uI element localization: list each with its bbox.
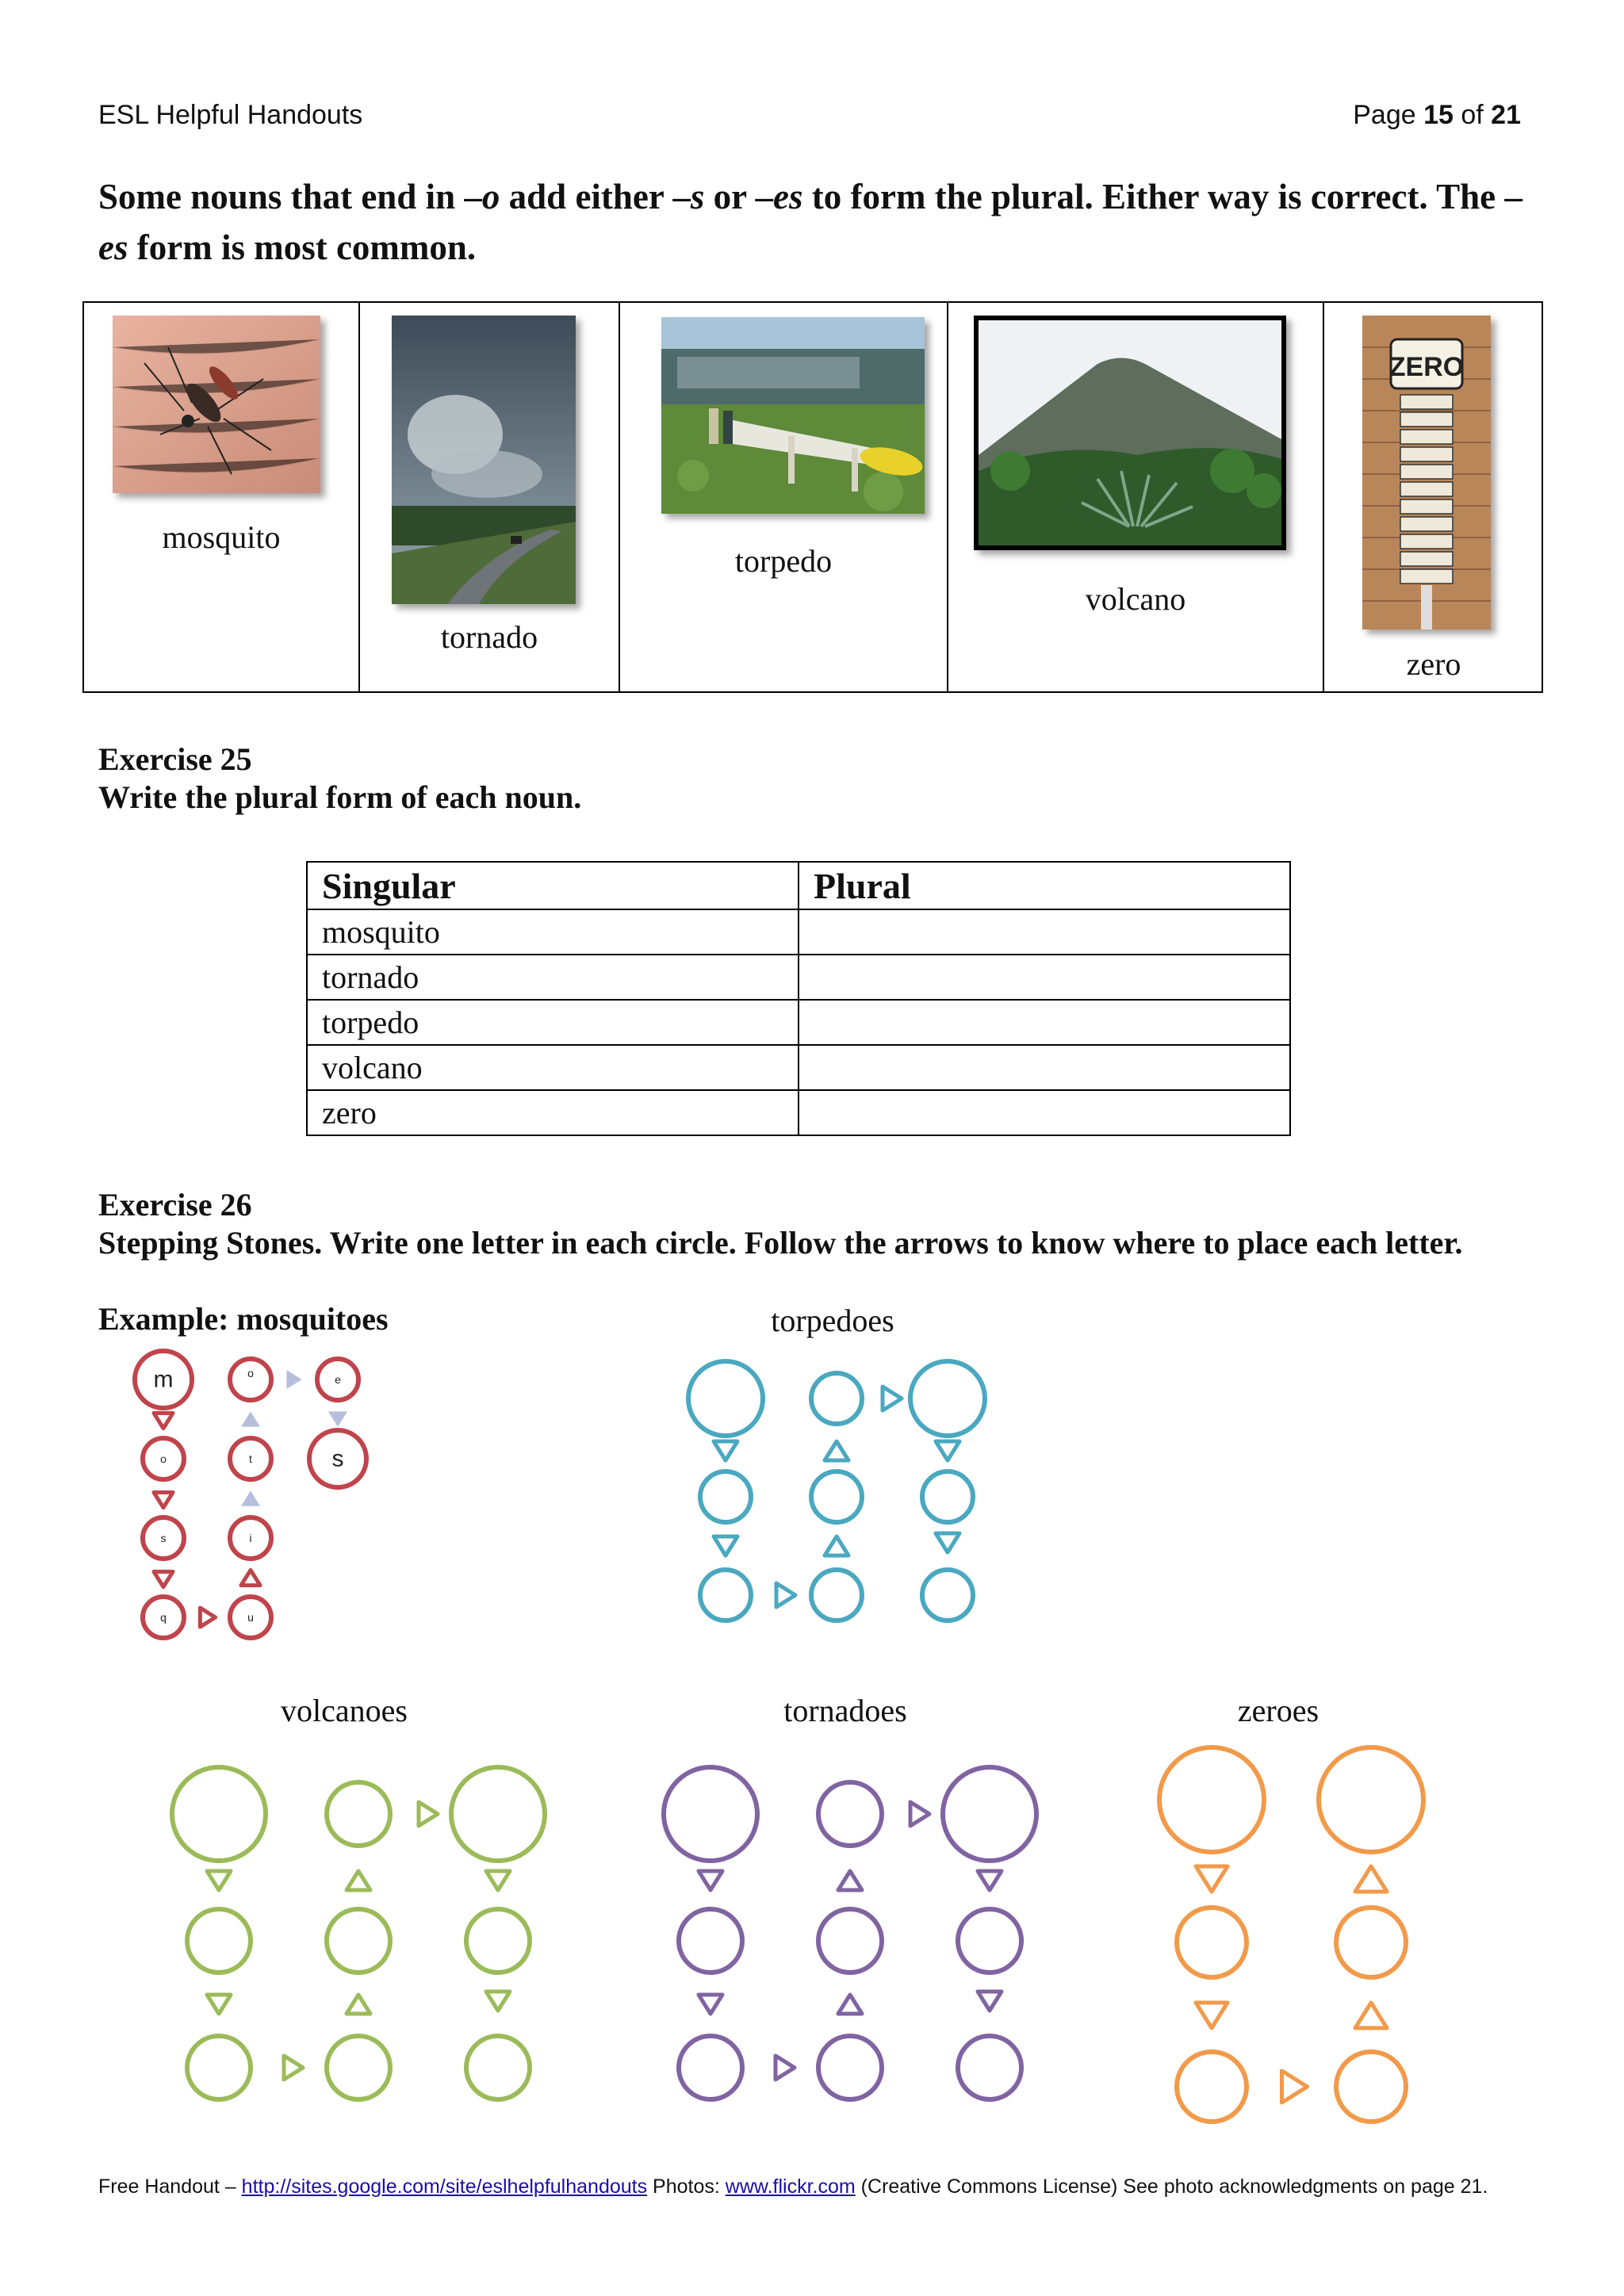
arrow-up-icon xyxy=(347,1995,370,2014)
arrow-down-icon xyxy=(978,1992,1002,2011)
page-of: of xyxy=(1453,100,1492,130)
arrow-right-icon xyxy=(419,1802,438,1826)
rule-part: or – xyxy=(704,177,774,216)
stepping-stone-circle[interactable] xyxy=(187,2036,251,2099)
arrow-down-icon xyxy=(207,1995,231,2014)
arrow-down-icon xyxy=(154,1492,173,1507)
arrow-right-icon xyxy=(1282,2071,1308,2103)
arrow-right-icon xyxy=(284,2056,303,2080)
singular-cell: zero xyxy=(307,1090,799,1135)
picture-label: mosquito xyxy=(162,519,281,555)
rule-part: Some nouns that end in – xyxy=(98,177,482,216)
exercise-25-title: Exercise 25 xyxy=(98,741,252,777)
stepping-stone-circle[interactable] xyxy=(958,1909,1021,1973)
arrow-up-icon xyxy=(1355,2003,1387,2028)
arrow-up-icon xyxy=(347,1871,370,1890)
stone-letter: m xyxy=(153,1366,174,1393)
stepping-stone-circle[interactable] xyxy=(910,1361,985,1436)
footer-suffix: (Creative Commons License) See photo acknowledgments on page 21. xyxy=(855,2175,1488,2198)
stepping-stone-circle[interactable] xyxy=(327,2036,390,2099)
stepping-stone-circle[interactable] xyxy=(818,1782,882,1846)
stone-letter: o xyxy=(247,1367,254,1380)
singular-cell: volcano xyxy=(307,1045,799,1090)
stepping-stone-circle[interactable] xyxy=(172,1767,266,1861)
stepping-stone-circle[interactable] xyxy=(679,2036,742,2099)
header-title: ESL Helpful Handouts xyxy=(98,100,363,130)
stepping-stone-circle[interactable] xyxy=(679,1909,742,1973)
arrow-down-icon xyxy=(1196,2003,1228,2028)
stone-letter: t xyxy=(249,1452,252,1465)
arrow-down-icon xyxy=(1196,1866,1228,1892)
stepping-stone-circle[interactable] xyxy=(1336,1908,1406,1977)
stone-letter: q xyxy=(160,1611,167,1624)
rule-suffix: es xyxy=(98,228,128,267)
stepping-stone-circle[interactable] xyxy=(451,1767,545,1861)
zero-sign-text: ZERO xyxy=(1388,352,1465,382)
arrow-down-icon xyxy=(978,1871,1002,1890)
arrow-up-icon xyxy=(838,1995,862,2014)
stepping-stone-circle[interactable] xyxy=(1159,1747,1264,1852)
stone-word-label: zeroes xyxy=(1237,1693,1320,1728)
stone-letter: s xyxy=(160,1532,167,1544)
exercise-26-instruction: Stepping Stones. Write one letter in each circle. Follow the arrows to know where to place each letter. xyxy=(98,1225,1463,1261)
arrow-down-icon xyxy=(936,1441,959,1460)
stone-word-label: volcanoes xyxy=(281,1693,408,1728)
stepping-stone-circle[interactable] xyxy=(1319,1747,1423,1852)
arrow-down-icon xyxy=(486,1992,510,2011)
arrow-up-icon xyxy=(241,1570,260,1585)
footer-mid: Photos: xyxy=(647,2175,726,2198)
stepping-stone-circle[interactable] xyxy=(811,1373,862,1424)
stone-letter: i xyxy=(249,1532,252,1544)
arrow-up-icon xyxy=(241,1411,260,1426)
arrow-down-icon xyxy=(699,1871,722,1890)
arrow-right-icon xyxy=(286,1370,301,1389)
arrow-down-icon xyxy=(714,1441,737,1460)
rule-suffix: o xyxy=(481,177,500,216)
page-prefix: Page xyxy=(1353,100,1424,130)
picture-label: volcano xyxy=(1085,581,1186,617)
stepping-stone-circle[interactable] xyxy=(327,1782,390,1846)
footer xyxy=(98,2175,1488,2198)
page-total: 21 xyxy=(1491,100,1521,130)
rule-part: form is most common. xyxy=(128,228,477,267)
arrow-up-icon xyxy=(241,1490,260,1506)
picture-label: tornado xyxy=(440,619,538,655)
arrow-up-icon xyxy=(838,1871,862,1890)
stepping-stone-circle[interactable] xyxy=(700,1471,751,1522)
stepping-stone-circle[interactable] xyxy=(811,1471,862,1522)
stepping-stone-circle[interactable] xyxy=(230,1359,271,1400)
column-header-singular: Singular xyxy=(307,862,799,909)
arrow-down-icon xyxy=(714,1536,737,1556)
stepping-stone-circle[interactable] xyxy=(811,1570,862,1621)
arrow-down-icon xyxy=(207,1871,231,1890)
arrow-up-icon xyxy=(825,1441,848,1460)
footer-prefix: Free Handout – xyxy=(98,2175,242,2198)
column-header-plural: Plural xyxy=(799,862,1290,909)
arrow-down-icon xyxy=(154,1413,173,1428)
stepping-stone-circle[interactable] xyxy=(818,1909,882,1973)
arrow-right-icon xyxy=(776,1583,795,1607)
stone-word-label: torpedoes xyxy=(771,1303,894,1338)
handouts-link[interactable]: http://sites.google.com/site/eslhelpfulhandouts xyxy=(241,2175,648,2198)
arrow-up-icon xyxy=(825,1536,848,1556)
singular-cell: mosquito xyxy=(307,909,799,955)
arrow-down-icon xyxy=(154,1571,173,1586)
stone-letter: s xyxy=(331,1445,344,1472)
arrow-down-icon xyxy=(486,1871,510,1890)
arrow-down-icon xyxy=(328,1411,347,1426)
example-label: Example: mosquitoes xyxy=(98,1301,389,1337)
stepping-stone-circle[interactable] xyxy=(1336,2052,1406,2122)
stepping-stone-circle[interactable] xyxy=(922,1570,973,1621)
picture-label: torpedo xyxy=(734,543,833,579)
rule-part: to form the plural. Either way is correct. The – xyxy=(802,177,1522,216)
arrow-up-icon xyxy=(1355,1866,1387,1892)
rule-suffix: es xyxy=(773,177,803,216)
stepping-stone-circle[interactable] xyxy=(466,1909,530,1973)
stepping-stone-circle[interactable] xyxy=(688,1361,763,1436)
singular-cell: torpedo xyxy=(307,1000,799,1045)
exercise-25-instruction: Write the plural form of each noun. xyxy=(98,779,582,815)
stone-letter: u xyxy=(247,1611,254,1624)
singular-cell: tornado xyxy=(307,955,799,1000)
stepping-stone-circle[interactable] xyxy=(187,1909,251,1973)
stepping-stone-circle[interactable] xyxy=(664,1767,757,1861)
arrow-right-icon xyxy=(200,1608,215,1627)
stepping-stone-circle[interactable] xyxy=(700,1570,751,1621)
arrow-right-icon xyxy=(910,1802,929,1826)
stepping-stone-circle[interactable] xyxy=(327,1909,390,1973)
rule-suffix: s xyxy=(690,177,705,216)
stepping-stone-circle[interactable] xyxy=(958,2036,1021,2099)
stepping-stone-circle[interactable] xyxy=(466,2036,530,2099)
arrow-right-icon xyxy=(883,1387,902,1410)
arrow-down-icon xyxy=(936,1533,959,1552)
flickr-link[interactable]: www.flickr.com xyxy=(725,2175,856,2198)
page-current: 15 xyxy=(1423,100,1454,130)
rule-part: add either – xyxy=(500,177,691,216)
stepping-stone-circle[interactable] xyxy=(818,2036,882,2099)
exercise-26-title: Exercise 26 xyxy=(98,1187,252,1223)
arrow-down-icon xyxy=(699,1995,722,2014)
stepping-stone-circle[interactable] xyxy=(1177,1908,1247,1977)
stepping-stone-circle[interactable] xyxy=(922,1471,973,1522)
stone-letter: e xyxy=(335,1373,341,1386)
stepping-stone-circle[interactable] xyxy=(1177,2052,1247,2122)
stone-letter: o xyxy=(160,1452,167,1465)
arrow-right-icon xyxy=(776,2056,795,2080)
picture-label: zero xyxy=(1406,646,1461,682)
stone-word-label: tornadoes xyxy=(783,1693,907,1728)
stepping-stone-circle[interactable] xyxy=(943,1767,1036,1861)
